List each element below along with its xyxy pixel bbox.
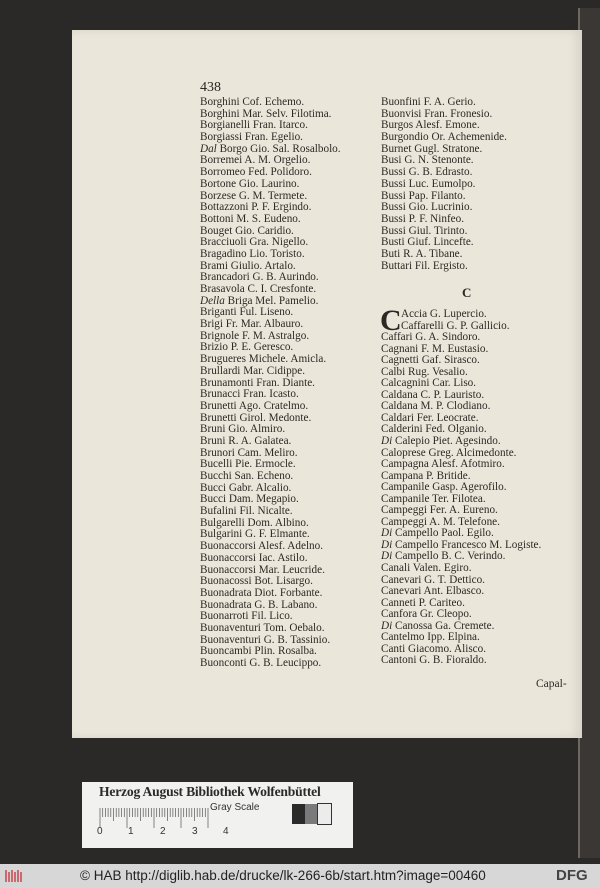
ruler-label: 0	[97, 826, 103, 837]
entry-prefix: Di	[381, 619, 393, 632]
entry-text: Brullardi Mar. Cidippe.	[200, 364, 306, 377]
entry-text: Bragadino Lio. Toristo.	[200, 247, 305, 260]
entry-text: Buonadrata G. B. Labano.	[200, 598, 318, 611]
entry-text: Borremei A. M. Orgelio.	[200, 154, 311, 167]
entry-text: Calepio Piet. Agesindo.	[392, 435, 501, 448]
entry-text: Bortone Gio. Laurino.	[200, 177, 300, 190]
entry-text: Accia G. Lupercio.	[401, 308, 487, 320]
entry-text: Campagna Alesf. Afotmiro.	[381, 458, 505, 471]
entry-text: Bracciuoli Gra. Nigello.	[200, 236, 309, 249]
entry-text: Borgiassi Fran. Egelio.	[200, 131, 303, 144]
entry-text: Canevari Ant. Elbasco.	[381, 585, 485, 598]
gray-swatch-dark	[292, 804, 305, 824]
entry-prefix: Di	[381, 550, 393, 563]
entry-text: Canali Valen. Egiro.	[381, 562, 472, 575]
entry-text: Briganti Ful. Liseno.	[200, 306, 294, 319]
index-entry: Buti R. A. Tibane.	[381, 247, 463, 260]
entry-text: Brizio P. E. Geresco.	[200, 341, 294, 354]
entry-text: Brunacci Fran. Icasto.	[200, 388, 299, 401]
entry-text: Caldari Fer. Leocrate.	[381, 411, 479, 424]
entry-text: Borghini Mar. Selv. Filotima.	[200, 107, 332, 120]
entry-text: Campeggi A. M. Telefone.	[381, 515, 500, 528]
entry-prefix: Della	[200, 294, 225, 307]
entry-text: Caffari G. A. Sindoro.	[381, 331, 481, 344]
index-entry: Burnet Gugl. Stratone.	[381, 142, 483, 155]
entry-text: Brignole F. M. Astralgo.	[200, 329, 310, 342]
entry-text: Canneti P. Cariteo.	[381, 596, 465, 609]
entry-text: Bouget Gio. Caridio.	[200, 224, 294, 237]
index-entry: Burgos Alesf. Emone.	[381, 119, 480, 132]
entry-text: Bottazzoni P. F. Ergindo.	[200, 201, 312, 214]
index-entry: Bussi G. B. Edrasto.	[381, 166, 473, 179]
entry-text: Brasavola C. I. Cresfonte.	[200, 283, 317, 295]
entry-text: Buonacossi Bot. Lisargo.	[200, 575, 313, 588]
left-column	[200, 97, 341, 670]
entry-prefix: Di	[381, 538, 393, 551]
entry-text: Brami Giulio. Artalo.	[200, 259, 296, 272]
entry-text: Brunamonti Fran. Diante.	[200, 376, 315, 389]
entry-text: Brancadori G. B. Aurindo.	[200, 271, 319, 284]
footer-bar	[0, 864, 600, 888]
entry-text: Brunori Cam. Meliro.	[200, 446, 298, 459]
entry-prefix: Dal	[200, 142, 217, 155]
library-name: Herzog August Bibliothek Wolfenbüttel	[99, 784, 321, 799]
entry-text: Brunetti Girol. Medonte.	[200, 411, 312, 424]
entry-text: Borgianelli Fran. Itarco.	[200, 119, 308, 132]
entry-text: Caldana C. P. Lauristo.	[381, 388, 485, 401]
index-entry: Burgondio Or. Achemenide.	[381, 131, 507, 144]
entry-text: Caloprese Greg. Alcimedonte.	[381, 446, 517, 459]
entry-text: Brunetti Ago. Cratelmo.	[200, 399, 309, 412]
entry-text: Cagnetti Gaf. Sirasco.	[381, 354, 480, 367]
entry-text: Bucchi San. Echeno.	[200, 470, 294, 482]
gray-swatch-light	[318, 804, 331, 824]
entry-text: Borghini Cof. Echemo.	[200, 96, 305, 108]
right-column-c-entries	[380, 304, 542, 667]
entry-text: Campana P. Britide.	[381, 469, 471, 482]
entry-text: Calderini Fed. Olganio.	[381, 423, 487, 436]
entry-text: Bruni Gio. Almiro.	[200, 423, 286, 436]
entry-text: Caffarelli G. P. Gallicio.	[401, 319, 510, 332]
gray-swatch-mid	[305, 804, 318, 824]
ruler-label: 1	[128, 826, 134, 837]
entry-text: Cagnani F. M. Eustasio.	[381, 342, 489, 355]
entry-text: Borzese G. M. Termete.	[200, 189, 308, 202]
ruler-label: 3	[192, 826, 198, 837]
entry-text: Canossa Ga. Cremete.	[392, 619, 495, 632]
entry-text: Calcagnini Car. Liso.	[381, 377, 477, 390]
entry-text: Cantelmo Ipp. Elpina.	[381, 631, 480, 644]
ruler-label: 2	[160, 826, 166, 837]
index-entry: Busi G. N. Stenonte.	[381, 154, 474, 167]
entry-text: Campello Francesco M. Logiste.	[392, 538, 542, 551]
gray-scale-label: Gray Scale	[210, 802, 260, 813]
entry-text: Cantoni G. B. Fioraldo.	[381, 654, 487, 667]
entry-text: Brugueres Michele. Amicla.	[200, 353, 327, 366]
source-url[interactable]: © HAB http://diglib.hab.de/drucke/lk-266-6b/start.htm?image=00460	[80, 868, 486, 883]
entry-text: Campello Paol. Egilo.	[392, 527, 494, 540]
entry-text: Buonaccorsi Mar. Leucride.	[200, 563, 325, 576]
entry-text: Bulgarini G. F. Elmante.	[200, 528, 310, 541]
entry-text: Canti Giacomo. Alisco.	[381, 642, 487, 655]
entry-text: Calbi Rug. Vesalio.	[381, 365, 468, 378]
entry-text: Bulgarelli Dom. Albino.	[200, 516, 309, 529]
entry-text: Buonaccorsi Iac. Astilo.	[200, 551, 308, 564]
color-target-card	[82, 782, 353, 848]
entry-text: Brigi Fr. Mar. Albauro.	[200, 318, 304, 331]
index-entry: Bussi Giul. Tirinto.	[381, 224, 468, 237]
entry-text: Canfora Gr. Cleopo.	[381, 608, 472, 621]
entry-prefix: Di	[381, 435, 393, 448]
index-entry: Bussi Gio. Lucrinio.	[381, 201, 473, 214]
entry-text: Buonconti G. B. Leucippo.	[200, 657, 322, 669]
entry-text: Bucelli Pie. Ermocle.	[200, 458, 296, 471]
index-entry	[381, 655, 541, 667]
index-entry	[200, 658, 341, 670]
drop-cap: C	[380, 304, 402, 337]
index-entry: Bussi Pap. Filanto.	[381, 189, 466, 202]
index-entry: Buonvisi Fran. Fronesio.	[381, 107, 493, 120]
ruler-label: 4	[223, 826, 229, 837]
entry-text: Borromeo Fed. Polidoro.	[200, 166, 312, 179]
entry-text: Bucci Dam. Megapio.	[200, 493, 299, 506]
entry-text: Campanile Ter. Filotea.	[381, 492, 486, 505]
entry-text: Bottoni M. S. Eudeno.	[200, 212, 301, 225]
hab-logo-icon	[4, 868, 22, 884]
entry-text: Borgo Gio. Sal. Rosalbolo.	[216, 142, 341, 155]
index-entry: Busti Giuf. Lincefte.	[381, 236, 474, 249]
section-heading-c: C	[462, 285, 472, 300]
entry-text: Bufalini Fil. Nicalte.	[200, 505, 293, 518]
entry-prefix: Di	[381, 527, 393, 540]
entry-text: Buonarroti Fil. Lico.	[200, 610, 293, 623]
entry-text: Buonaventuri Tom. Oebalo.	[200, 621, 325, 634]
entry-text: Briga Mel. Pamelio.	[224, 294, 319, 307]
entry-text: Bruni R. A. Galatea.	[200, 434, 292, 447]
entry-text: Bucci Gabr. Alcalio.	[200, 481, 292, 494]
entry-text: Buonaventuri G. B. Tassinio.	[200, 633, 331, 646]
entry-text: Canevari G. T. Dettico.	[381, 573, 485, 586]
entry-text: Buoncambi Plin. Rosalba.	[200, 645, 317, 658]
page-number: 438	[200, 80, 221, 95]
entry-text: Buonadrata Diot. Forbante.	[200, 586, 323, 599]
entry-text: Campello B. C. Verindo.	[392, 550, 506, 563]
entry-text: Campeggi Fer. A. Eureno.	[381, 504, 498, 517]
index-entry: Bussi Luc. Eumolpo.	[381, 177, 476, 190]
index-entry: Bussi P. F. Ninfeo.	[381, 212, 465, 225]
index-entry: Buttari Fil. Ergisto.	[381, 259, 468, 272]
catchword: Capal-	[536, 678, 567, 690]
entry-text: Caldana M. P. Clodiano.	[381, 400, 491, 413]
right-column-b-entries	[381, 97, 507, 272]
index-entry: Buonfini F. A. Gerio.	[381, 96, 476, 108]
entry-text: Buonaccorsi Alesf. Adelno.	[200, 540, 324, 553]
dfg-logo: DFG	[556, 867, 588, 884]
entry-text: Campanile Gasp. Agerofilo.	[381, 481, 507, 494]
